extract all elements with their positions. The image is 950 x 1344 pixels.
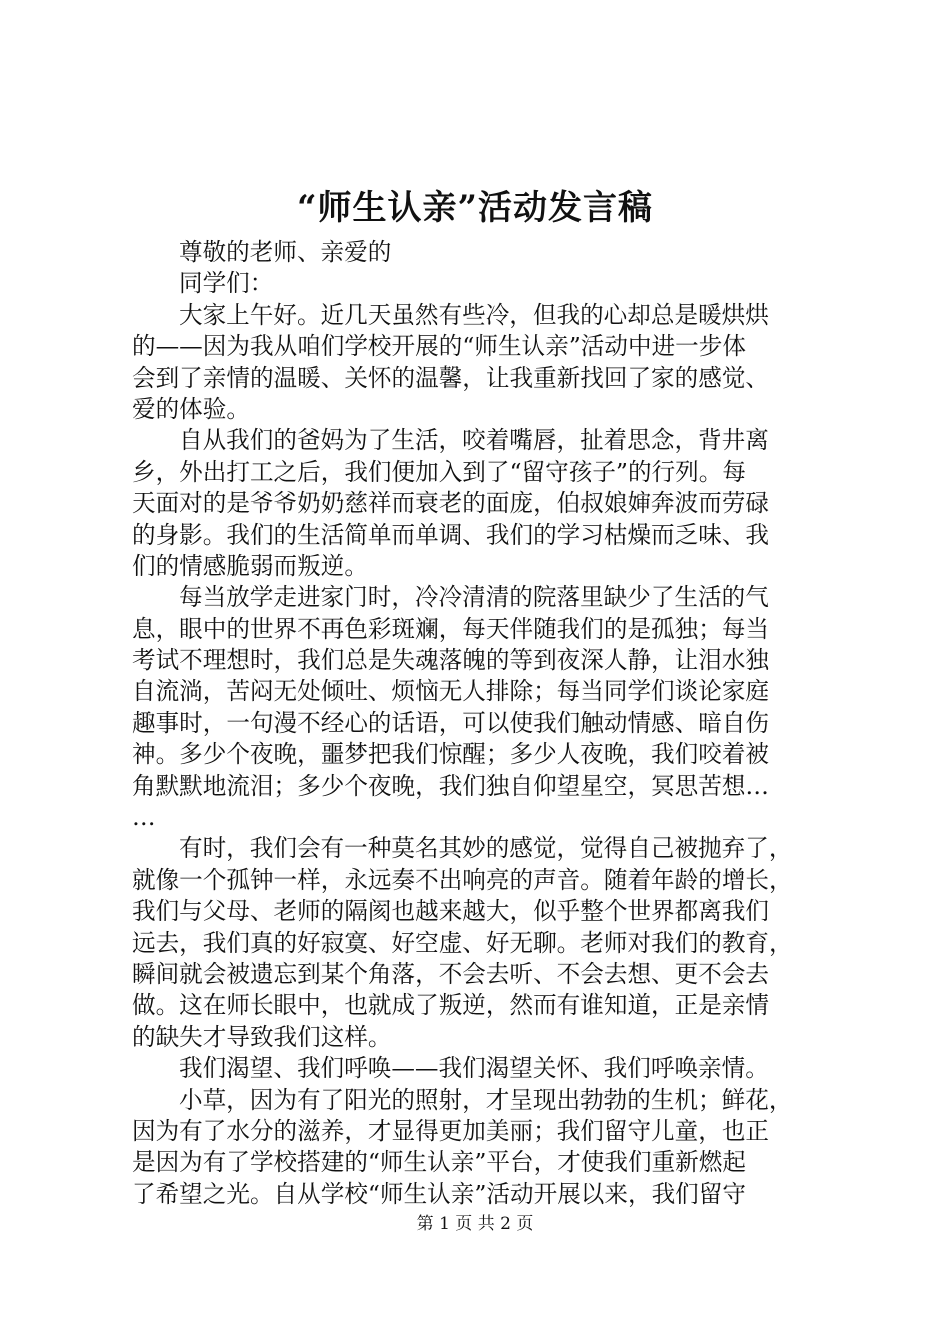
body-line: 大家上午好。近几天虽然有些冷，但我的心却总是暖烘烘 xyxy=(179,300,769,329)
document-body xyxy=(132,237,832,1210)
body-line: 因为有了水分的滋养，才显得更加美丽；我们留守儿童，也正 xyxy=(132,1116,770,1145)
body-line: 天面对的是爷爷奶奶慈祥而衰老的面庞，伯叔娘婶奔波而劳碌 xyxy=(132,489,770,518)
body-line: 爱的体验。 xyxy=(132,394,250,423)
body-line: 会到了亲情的温暖、关怀的温馨，让我重新找回了家的感觉、 xyxy=(132,363,770,392)
body-line: 同学们： xyxy=(179,269,274,298)
body-line: 尊敬的老师、亲爱的 xyxy=(179,238,392,266)
body-line: 神。多少个夜晚，噩梦把我们惊醒；多少人夜晚，我们咬着被 xyxy=(132,740,770,769)
page-footer: 第 1 页 共 2 页 xyxy=(416,1214,534,1234)
body-line: 乡，外出打工之后，我们便加入到了“留守孩子”的行列。每 xyxy=(132,457,746,486)
body-line: 息，眼中的世界不再色彩斑斓，每天伴随我们的是孤独；每当 xyxy=(132,614,770,643)
body-line: 的——因为我从咱们学校开展的“师生认亲”活动中进一步体 xyxy=(132,332,746,361)
body-line: 小草，因为有了阳光的照射，才呈现出勃勃的生机；鲜花， xyxy=(179,1085,793,1114)
body-line: 自从我们的爸妈为了生活，咬着嘴唇，扯着思念，背井离 xyxy=(179,426,769,455)
document-title: “师生认亲”活动发言稿 xyxy=(296,188,654,228)
body-line: 有时，我们会有一种莫名其妙的感觉，觉得自己被抛弃了， xyxy=(179,834,793,863)
body-line: 角默默地流泪；多少个夜晚，我们独自仰望星空，冥思苦想… xyxy=(132,771,770,800)
body-line: 每当放学走进家门时，冷冷清清的院落里缺少了生活的气 xyxy=(179,583,769,612)
body-line: 做。这在师长眼中，也就成了叛逆，然而有谁知道，正是亲情 xyxy=(132,991,770,1020)
body-line: 自流淌，苦闷无处倾吐、烦恼无人排除；每当同学们谈论家庭 xyxy=(132,677,770,706)
body-line: 趣事时，一句漫不经心的话语，可以使我们触动情感、暗自伤 xyxy=(132,708,770,737)
body-line: 瞬间就会被遗忘到某个角落，不会去听、不会去想、更不会去 xyxy=(132,959,770,988)
body-line: 就像一个孤钟一样，永远奏不出响亮的声音。随着年龄的增长， xyxy=(132,865,793,894)
body-line: … xyxy=(132,803,156,832)
body-line: 的身影。我们的生活简单而单调、我们的学习枯燥而乏味、我 xyxy=(132,520,770,549)
body-line: 了希望之光。自从学校“师生认亲”活动开展以来，我们留守 xyxy=(132,1179,746,1208)
body-line: 的缺失才导致我们这样。 xyxy=(132,1022,392,1051)
body-line: 们的情感脆弱而叛逆。 xyxy=(132,551,368,580)
body-line: 我们渴望、我们呼唤——我们渴望关怀、我们呼唤亲情。 xyxy=(179,1054,769,1083)
body-line: 远去，我们真的好寂寞、好空虚、好无聊。老师对我们的教育， xyxy=(132,928,793,957)
body-line: 是因为有了学校搭建的“师生认亲”平台，才使我们重新燃起 xyxy=(132,1148,746,1177)
body-line: 考试不理想时，我们总是失魂落魄的等到夜深人静，让泪水独 xyxy=(132,646,770,675)
body-line: 我们与父母、老师的隔阂也越来越大，似乎整个世界都离我们 xyxy=(132,897,770,926)
